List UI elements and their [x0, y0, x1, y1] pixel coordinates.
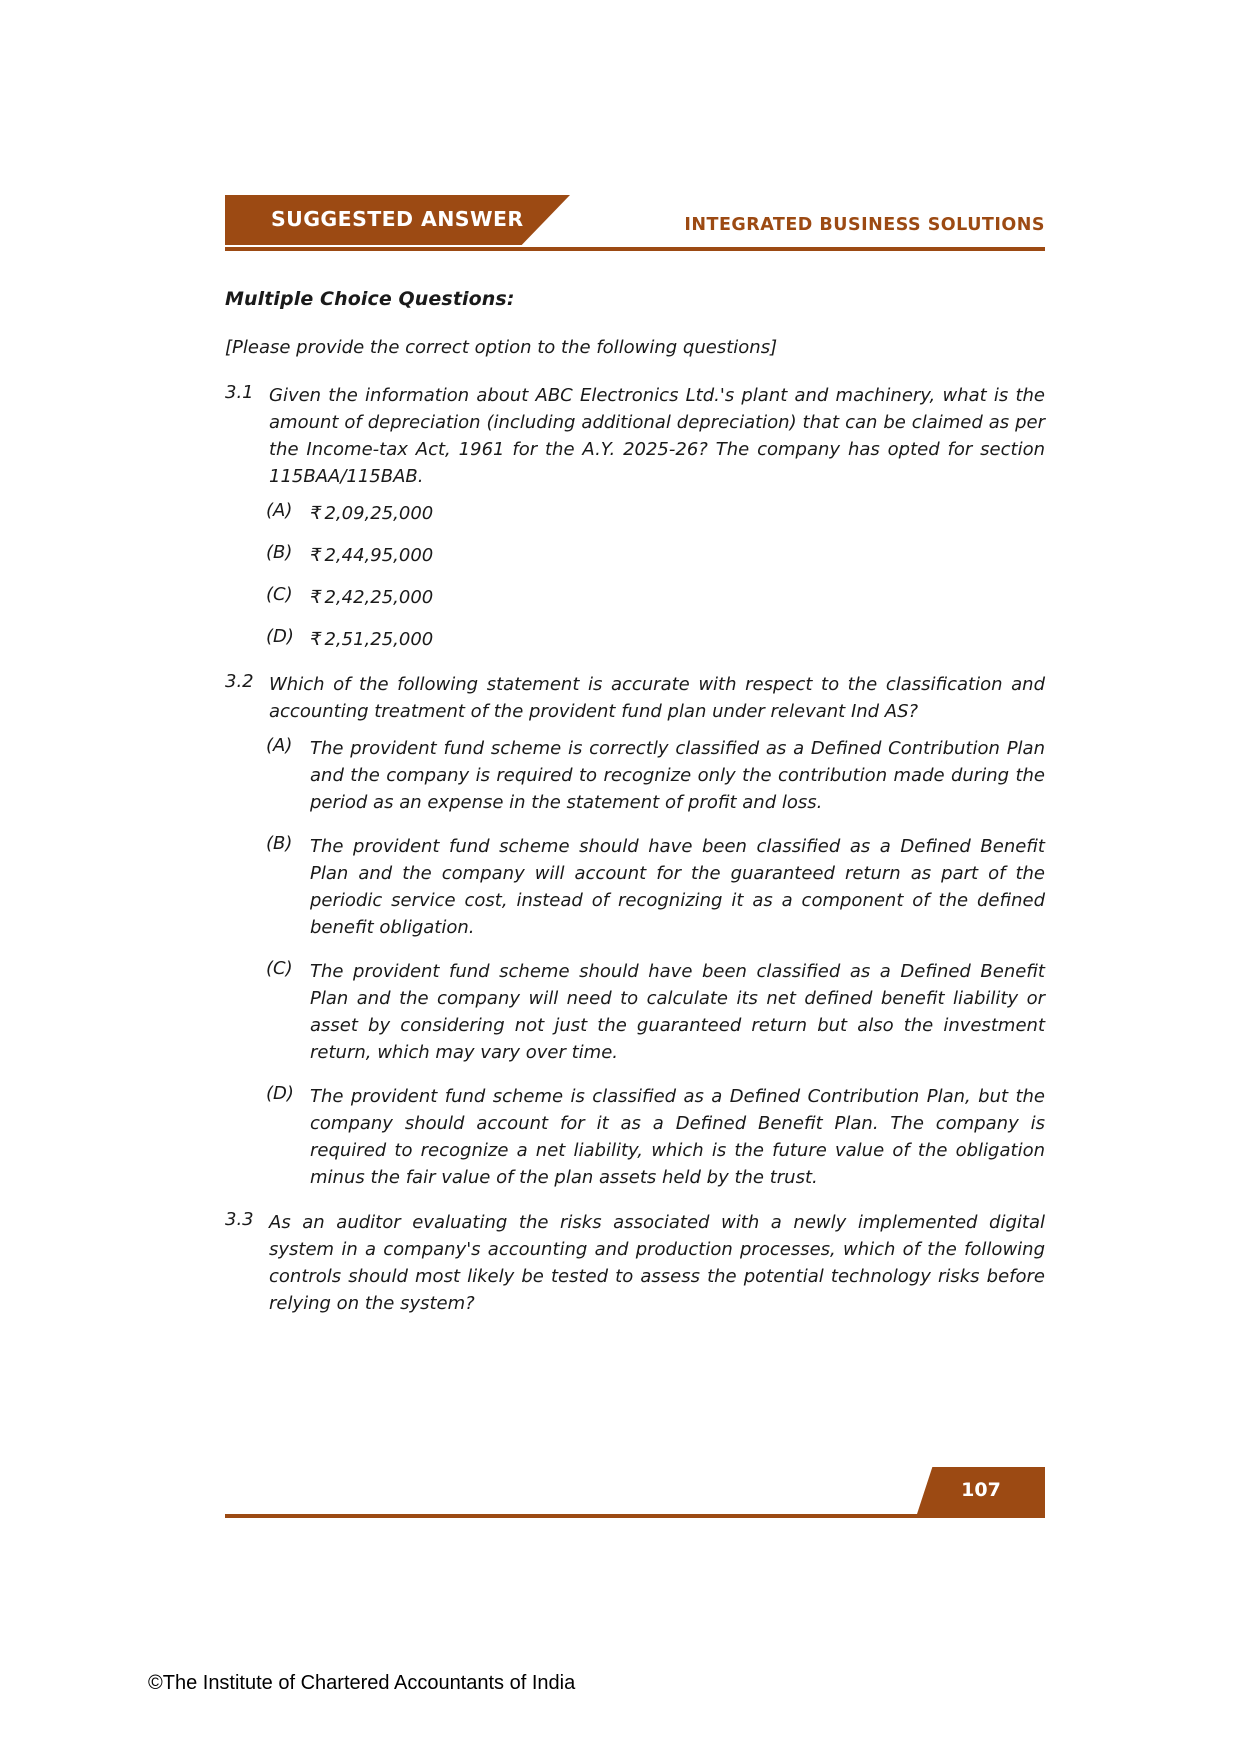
option-label: (B) [266, 833, 293, 854]
rupee-symbol: ₹ [310, 503, 322, 524]
option-value: 2,42,25,000 [324, 587, 434, 608]
question-number: 3.2 [225, 671, 254, 692]
option-label: (D) [266, 626, 294, 647]
question-3-1 [225, 382, 1045, 490]
question-3-3 [225, 1209, 1045, 1317]
options-list [266, 735, 1045, 1191]
question-number: 3.3 [225, 1209, 254, 1230]
option-text: The provident fund scheme should have been classified as a Defined Benefit Plan and the company will account for the guaranteed return as part of the periodic service cost, instead of recognizing it as a component of the defined benefit obligation. [310, 836, 1045, 938]
option-item[interactable] [266, 1083, 1045, 1191]
question-text: As an auditor evaluating the risks associated with a newly implemented digital system in a company's accounting and production processes, which of the following controls should most likely be tested to assess the potential technology risks before relying on the system? [269, 1212, 1045, 1314]
rupee-symbol: ₹ [310, 545, 322, 566]
question-text: Which of the following statement is accurate with respect to the classification and accounting treatment of the provident fund plan under relevant Ind AS? [269, 674, 1045, 722]
option-item[interactable] [266, 500, 1045, 527]
option-text [310, 626, 1045, 653]
question-block [225, 382, 1045, 653]
copyright-notice: ©The Institute of Chartered Accountants of India [148, 1672, 576, 1694]
footer-divider [225, 1514, 1045, 1518]
header-divider [225, 247, 1045, 251]
question-block [225, 671, 1045, 1191]
header-tab-label: SUGGESTED ANSWER [271, 207, 524, 231]
rupee-symbol: ₹ [310, 587, 322, 608]
question-block [225, 1209, 1045, 1317]
option-text: The provident fund scheme should have been classified as a Defined Benefit Plan and the company will need to calculate its net defined benefit liability or asset by considering not just the guaranteed return but also the investment return, which may vary over time. [310, 961, 1045, 1063]
page-footer [225, 1467, 1045, 1517]
option-text: The provident fund scheme is classified as a Defined Contribution Plan, but the company should account for it as a Defined Benefit Plan. The company is required to recognize a net liability, which is the future value of the obligation minus the fair value of the plan assets held by the trust. [310, 1086, 1045, 1188]
options-list [266, 500, 1045, 653]
document-content [225, 288, 1045, 1335]
option-text: The provident fund scheme is correctly classified as a Defined Contribution Plan and the company is required to recognize only the contribution made during the period as an expense in the statement of profit and loss. [310, 738, 1045, 813]
option-item[interactable] [266, 626, 1045, 653]
option-text [310, 542, 1045, 569]
question-3-2 [225, 671, 1045, 725]
option-item[interactable] [266, 584, 1045, 611]
question-text: Given the information about ABC Electronics Ltd.'s plant and machinery, what is the amount of depreciation (including additional depreciation) that can be claimed as per the Income-tax Act, 1961 for the A.Y. 2025-26? The company has opted for section 115BAA/115BAB. [269, 385, 1045, 487]
option-item[interactable] [266, 833, 1045, 941]
option-text [310, 584, 1045, 611]
page-number: 107 [961, 1479, 1001, 1501]
instruction-text: [Please provide the correct option to the following questions] [225, 337, 778, 358]
option-item[interactable] [266, 542, 1045, 569]
section-title: Multiple Choice Questions: [225, 288, 515, 310]
page-header [225, 195, 1045, 257]
option-text [310, 500, 1045, 527]
header-subject-label: INTEGRATED BUSINESS SOLUTIONS [684, 215, 1045, 235]
option-value: 2,44,95,000 [324, 545, 434, 566]
option-item[interactable] [266, 735, 1045, 816]
option-label: (A) [266, 500, 293, 521]
option-label: (C) [266, 584, 293, 605]
option-label: (A) [266, 735, 293, 756]
option-item[interactable] [266, 958, 1045, 1066]
option-value: 2,09,25,000 [324, 503, 434, 524]
rupee-symbol: ₹ [310, 629, 322, 650]
option-label: (C) [266, 958, 293, 979]
option-label: (B) [266, 542, 293, 563]
option-value: 2,51,25,000 [324, 629, 434, 650]
question-number: 3.1 [225, 382, 254, 403]
option-label: (D) [266, 1083, 294, 1104]
